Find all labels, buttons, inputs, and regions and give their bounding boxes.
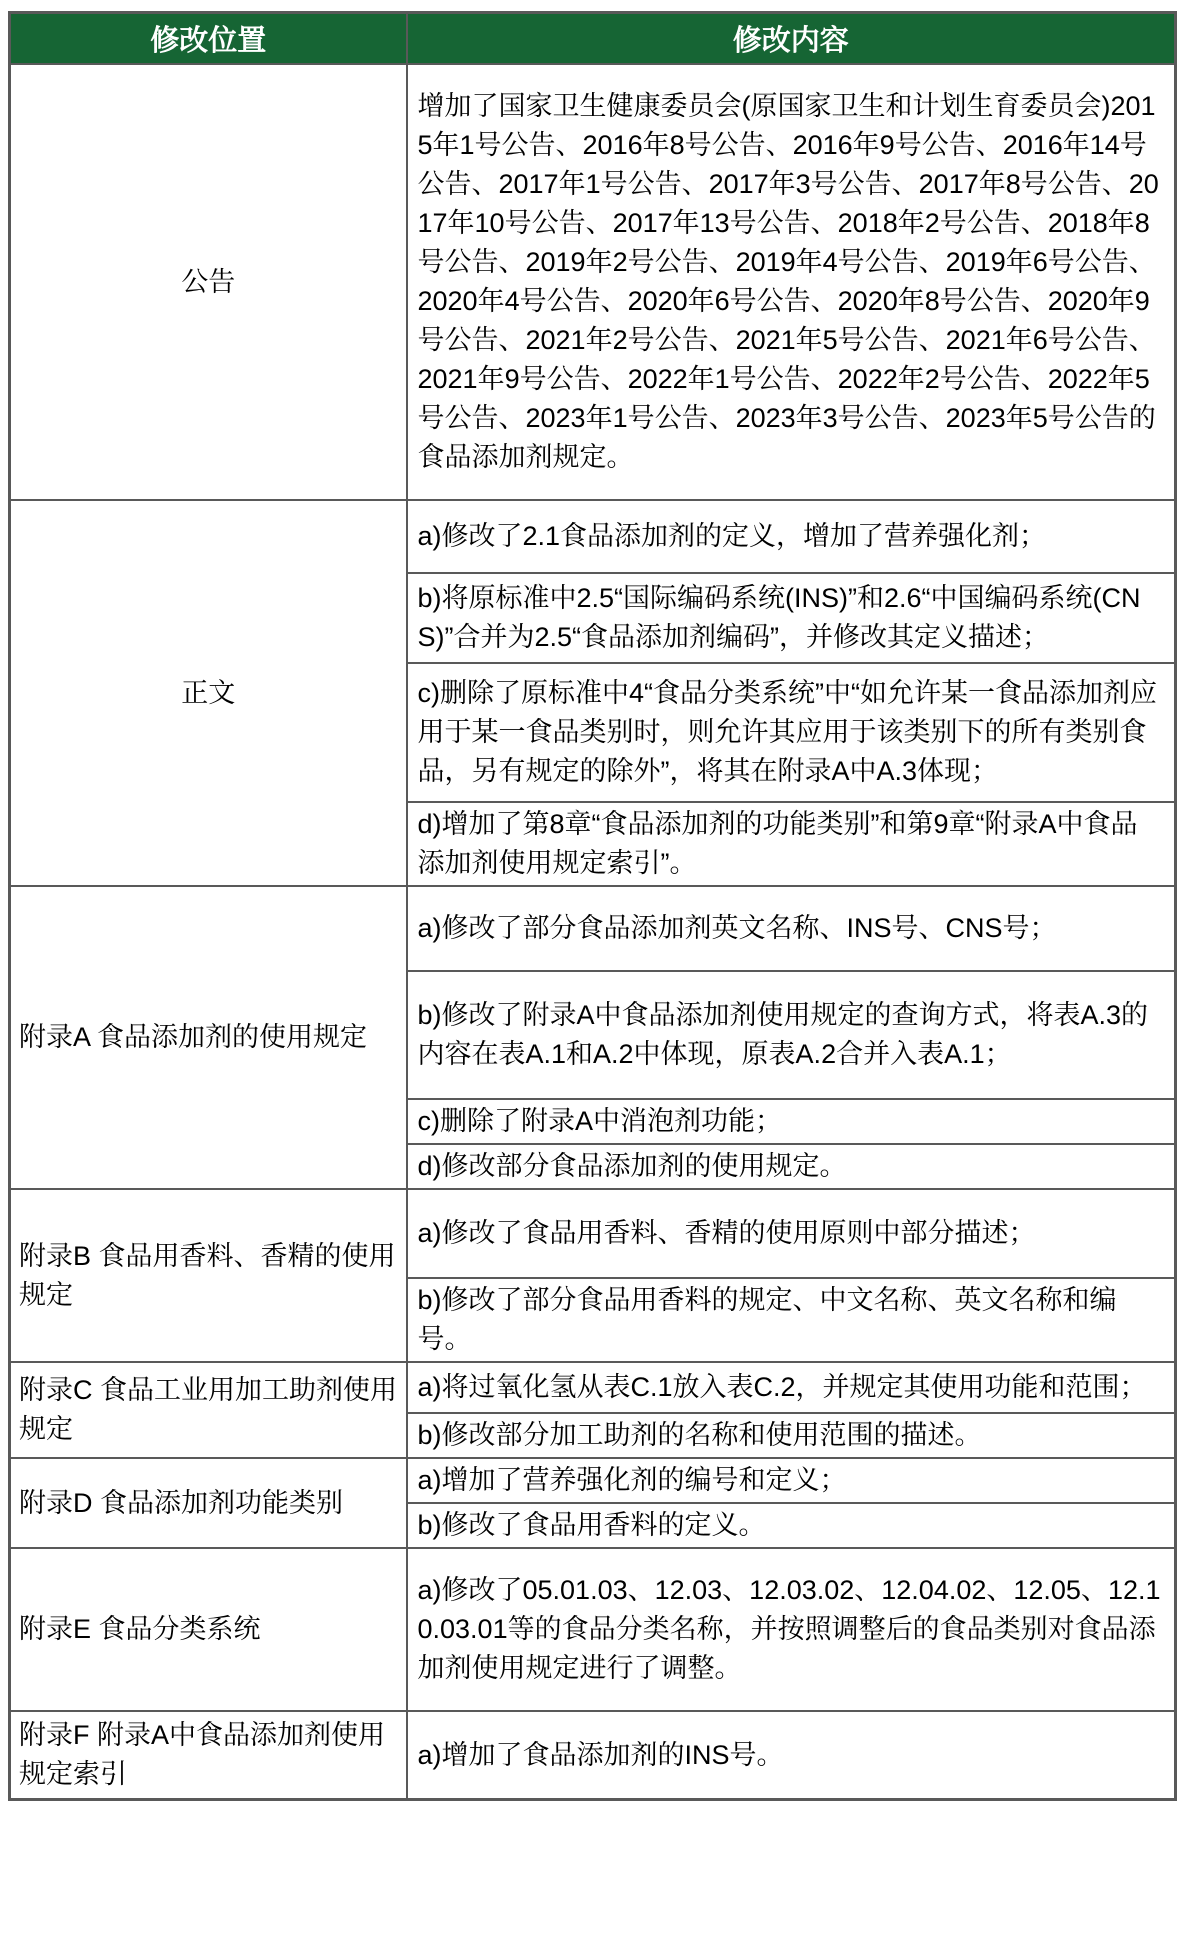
content-cell: c)删除了附录A中消泡剂功能； (407, 1099, 1176, 1144)
content-cell: b)修改部分加工助剂的名称和使用范围的描述。 (407, 1413, 1176, 1458)
column-header-content: 修改内容 (407, 13, 1176, 65)
table-row (10, 1189, 1176, 1278)
table-row (10, 64, 1176, 500)
table-row (10, 500, 1176, 573)
table-row (10, 1362, 1176, 1413)
content-cell: b)将原标准中2.5“国际编码系统(INS)”和2.6“中国编码系统(CNS)”合并为2.5“食品添加剂编码”，并修改其定义描述； (407, 573, 1176, 663)
content-cell: a)将过氧化氢从表C.1放入表C.2，并规定其使用功能和范围； (407, 1362, 1176, 1413)
content-cell: b)修改了附录A中食品添加剂使用规定的查询方式，将表A.3的内容在表A.1和A.2中体现，原表A.2合并入表A.1； (407, 971, 1176, 1099)
header-row (10, 13, 1176, 65)
content-cell: a)修改了05.01.03、12.03、12.03.02、12.04.02、12.05、12.10.03.01等的食品分类名称，并按照调整后的食品类别对食品添加剂使用规定进行了调整。 (407, 1548, 1176, 1711)
location-cell-appendix-b: 附录B 食品用香料、香精的使用规定 (10, 1189, 407, 1362)
content-cell: 增加了国家卫生健康委员会(原国家卫生和计划生育委员会)2015年1号公告、2016年8号公告、2016年9号公告、2016年14号公告、2017年1号公告、2017年3号公告、2017年8号公告、2017年10号公告、2017年13号公告、2018年2号公告、2018年8号公告、2019年2号公告、2019年4号公告、2019年6号公告、2020年4号公告、2020年6号公告、2020年8号公告、2020年9号公告、2021年2号公告、2021年5号公告、2021年6号公告、2021年9号公告、2022年1号公告、2022年2号公告、2022年5号公告、2023年1号公告、2023年3号公告、2023年5号公告的食品添加剂规定。 (407, 64, 1176, 500)
location-cell-appendix-d: 附录D 食品添加剂功能类别 (10, 1458, 407, 1548)
table-row (10, 1711, 1176, 1800)
content-cell: c)删除了原标准中4“食品分类系统”中“如允许某一食品添加剂应用于某一食品类别时，则允许其应用于该类别下的所有类别食品，另有规定的除外”，将其在附录A中A.3体现； (407, 663, 1176, 802)
content-cell: b)修改了食品用香料的定义。 (407, 1503, 1176, 1548)
content-cell: d)增加了第8章“食品添加剂的功能类别”和第9章“附录A中食品添加剂使用规定索引”。 (407, 802, 1176, 886)
table-row (10, 1458, 1176, 1503)
content-cell: a)修改了2.1食品添加剂的定义，增加了营养强化剂； (407, 500, 1176, 573)
content-cell: a)修改了部分食品添加剂英文名称、INS号、CNS号； (407, 886, 1176, 971)
content-cell: a)增加了食品添加剂的INS号。 (407, 1711, 1176, 1800)
revision-table (8, 11, 1177, 1801)
location-cell-appendix-f: 附录F 附录A中食品添加剂使用规定索引 (10, 1711, 407, 1800)
location-cell-appendix-c: 附录C 食品工业用加工助剂使用规定 (10, 1362, 407, 1458)
table-row (10, 1548, 1176, 1711)
column-header-location: 修改位置 (10, 13, 407, 65)
location-cell-appendix-e: 附录E 食品分类系统 (10, 1548, 407, 1711)
table-row (10, 886, 1176, 971)
content-cell: d)修改部分食品添加剂的使用规定。 (407, 1144, 1176, 1189)
content-cell: a)增加了营养强化剂的编号和定义； (407, 1458, 1176, 1503)
location-cell-announcements: 公告 (10, 64, 407, 500)
content-cell: b)修改了部分食品用香料的规定、中文名称、英文名称和编号。 (407, 1278, 1176, 1362)
location-cell-appendix-a: 附录A 食品添加剂的使用规定 (10, 886, 407, 1189)
content-cell: a)修改了食品用香料、香精的使用原则中部分描述； (407, 1189, 1176, 1278)
location-cell-main-text: 正文 (10, 500, 407, 886)
